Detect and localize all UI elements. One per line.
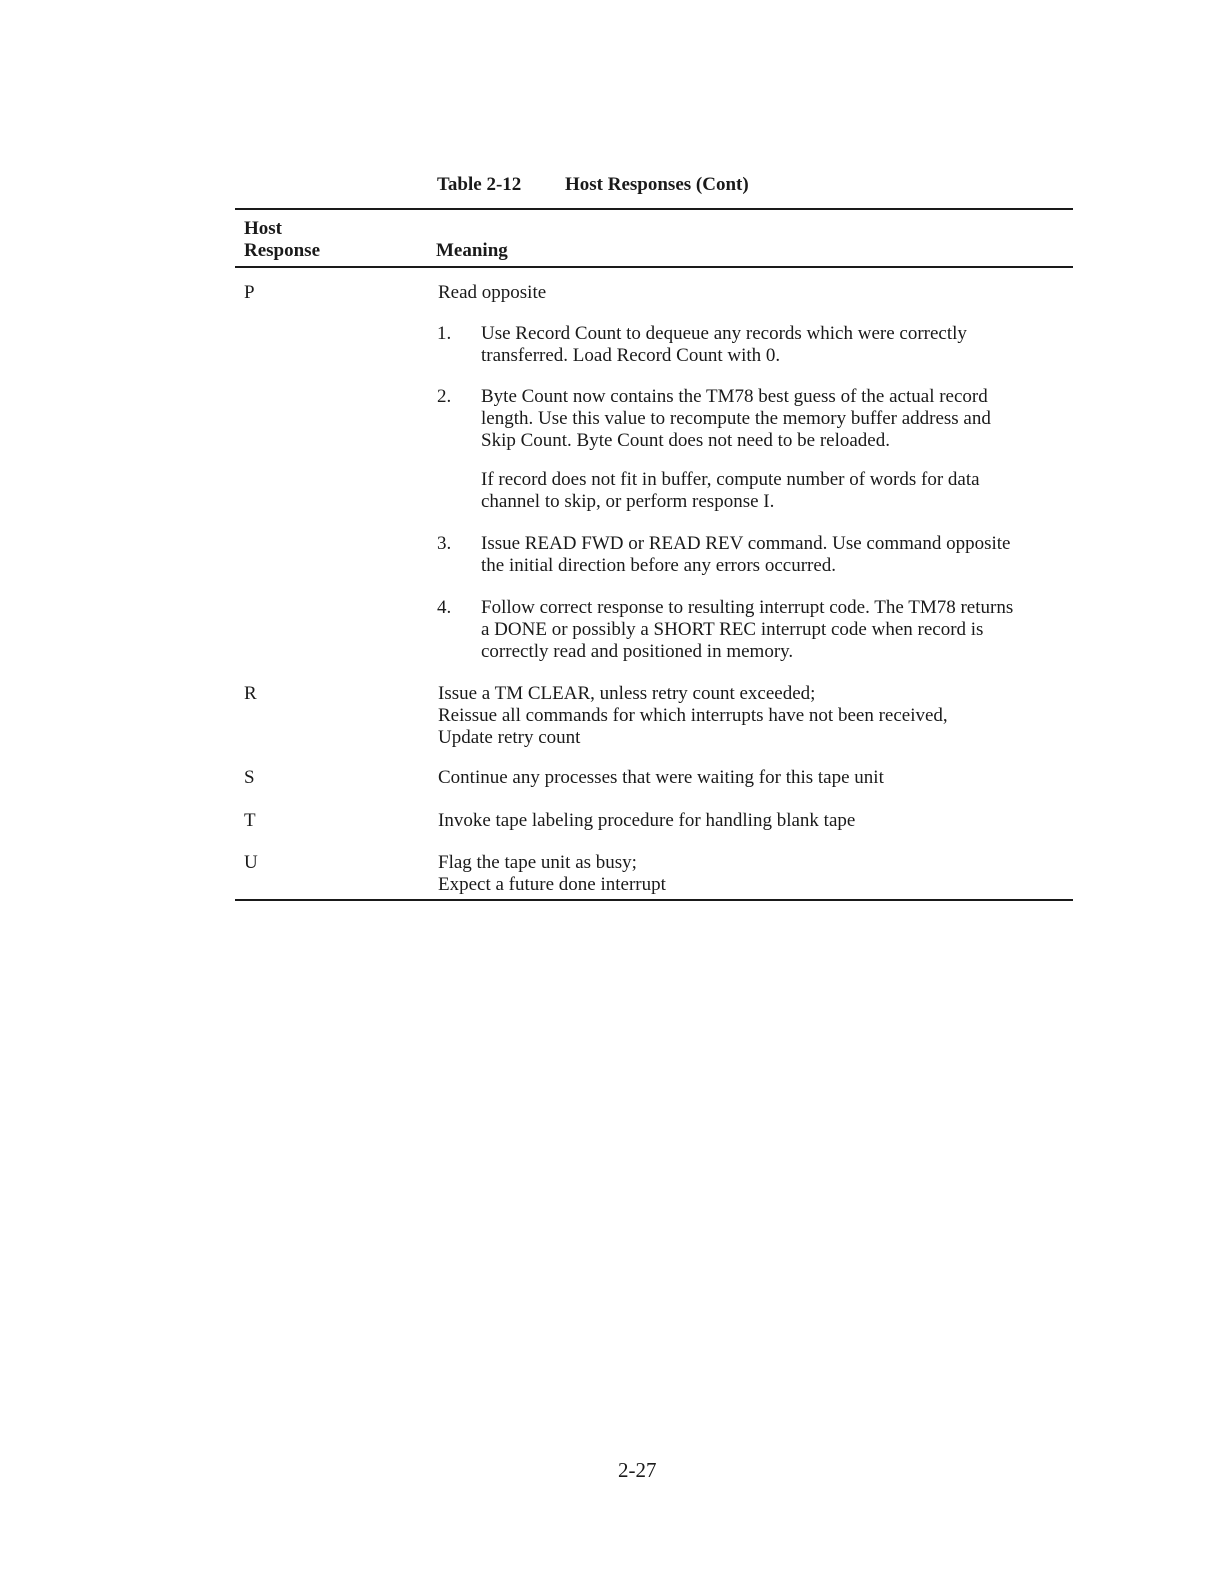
code-r: R: [244, 683, 257, 704]
step-2-note: [481, 469, 980, 513]
table-caption: [437, 174, 749, 196]
meaning-line: Update retry count: [438, 727, 581, 748]
step-text: [481, 597, 1013, 663]
table-title: Host Responses (Cont): [565, 174, 749, 195]
meaning-s: [438, 767, 884, 789]
step-line: Use Record Count to dequeue any records which were correctly: [481, 323, 967, 344]
step-line: Follow correct response to resulting interrupt code. The TM78 returns: [481, 597, 1014, 618]
header-host: Host: [244, 218, 282, 239]
table-bottom-rule: [235, 899, 1073, 901]
step-number: 2.: [437, 386, 452, 407]
meaning-p-intro: Read opposite: [438, 282, 547, 303]
meaning-t: [438, 810, 855, 832]
table-number: Table 2-12: [437, 174, 522, 195]
header-response: Response: [244, 240, 321, 261]
step-line: Issue READ FWD or READ REV command. Use command opposite: [481, 533, 1011, 554]
note-line: If record does not fit in buffer, compute number of words for data: [481, 469, 980, 490]
step-text: [481, 533, 1010, 577]
code-u: U: [244, 852, 258, 873]
step-number: 4.: [437, 597, 452, 618]
meaning-line: Expect a future done interrupt: [438, 874, 666, 895]
step-text: [481, 386, 991, 452]
meaning-r: [438, 683, 948, 749]
meaning-line: Invoke tape labeling procedure for handling blank tape: [438, 810, 856, 831]
step-line: Skip Count. Byte Count does not need to be reloaded.: [481, 430, 890, 451]
meaning-line: Continue any processes that were waiting for this tape unit: [438, 767, 884, 788]
header-meaning: Meaning: [436, 240, 508, 261]
step-line: length. Use this value to recompute the memory buffer address and: [481, 408, 991, 429]
code-s: S: [244, 767, 255, 788]
step-text: [481, 323, 967, 367]
step-line: correctly read and positioned in memory.: [481, 641, 794, 662]
step-line: the initial direction before any errors occurred.: [481, 555, 837, 576]
step-line: Byte Count now contains the TM78 best guess of the actual record: [481, 386, 988, 407]
header-rule: [235, 266, 1073, 268]
meaning-u: [438, 852, 666, 896]
code-p: P: [244, 282, 255, 303]
step-line: a DONE or possibly a SHORT REC interrupt code when record is: [481, 619, 984, 640]
code-t: T: [244, 810, 256, 831]
meaning-line: Reissue all commands for which interrupts have not been received,: [438, 705, 948, 726]
table-top-rule: [235, 208, 1073, 210]
step-line: transferred. Load Record Count with 0.: [481, 345, 781, 366]
meaning-line: Flag the tape unit as busy;: [438, 852, 637, 873]
header-host-response: [244, 218, 320, 262]
page-number: 2-27: [618, 1458, 657, 1482]
note-line: channel to skip, or perform response I.: [481, 491, 775, 512]
step-number: 1.: [437, 323, 452, 344]
step-number: 3.: [437, 533, 452, 554]
meaning-line: Issue a TM CLEAR, unless retry count exceeded;: [438, 683, 816, 704]
